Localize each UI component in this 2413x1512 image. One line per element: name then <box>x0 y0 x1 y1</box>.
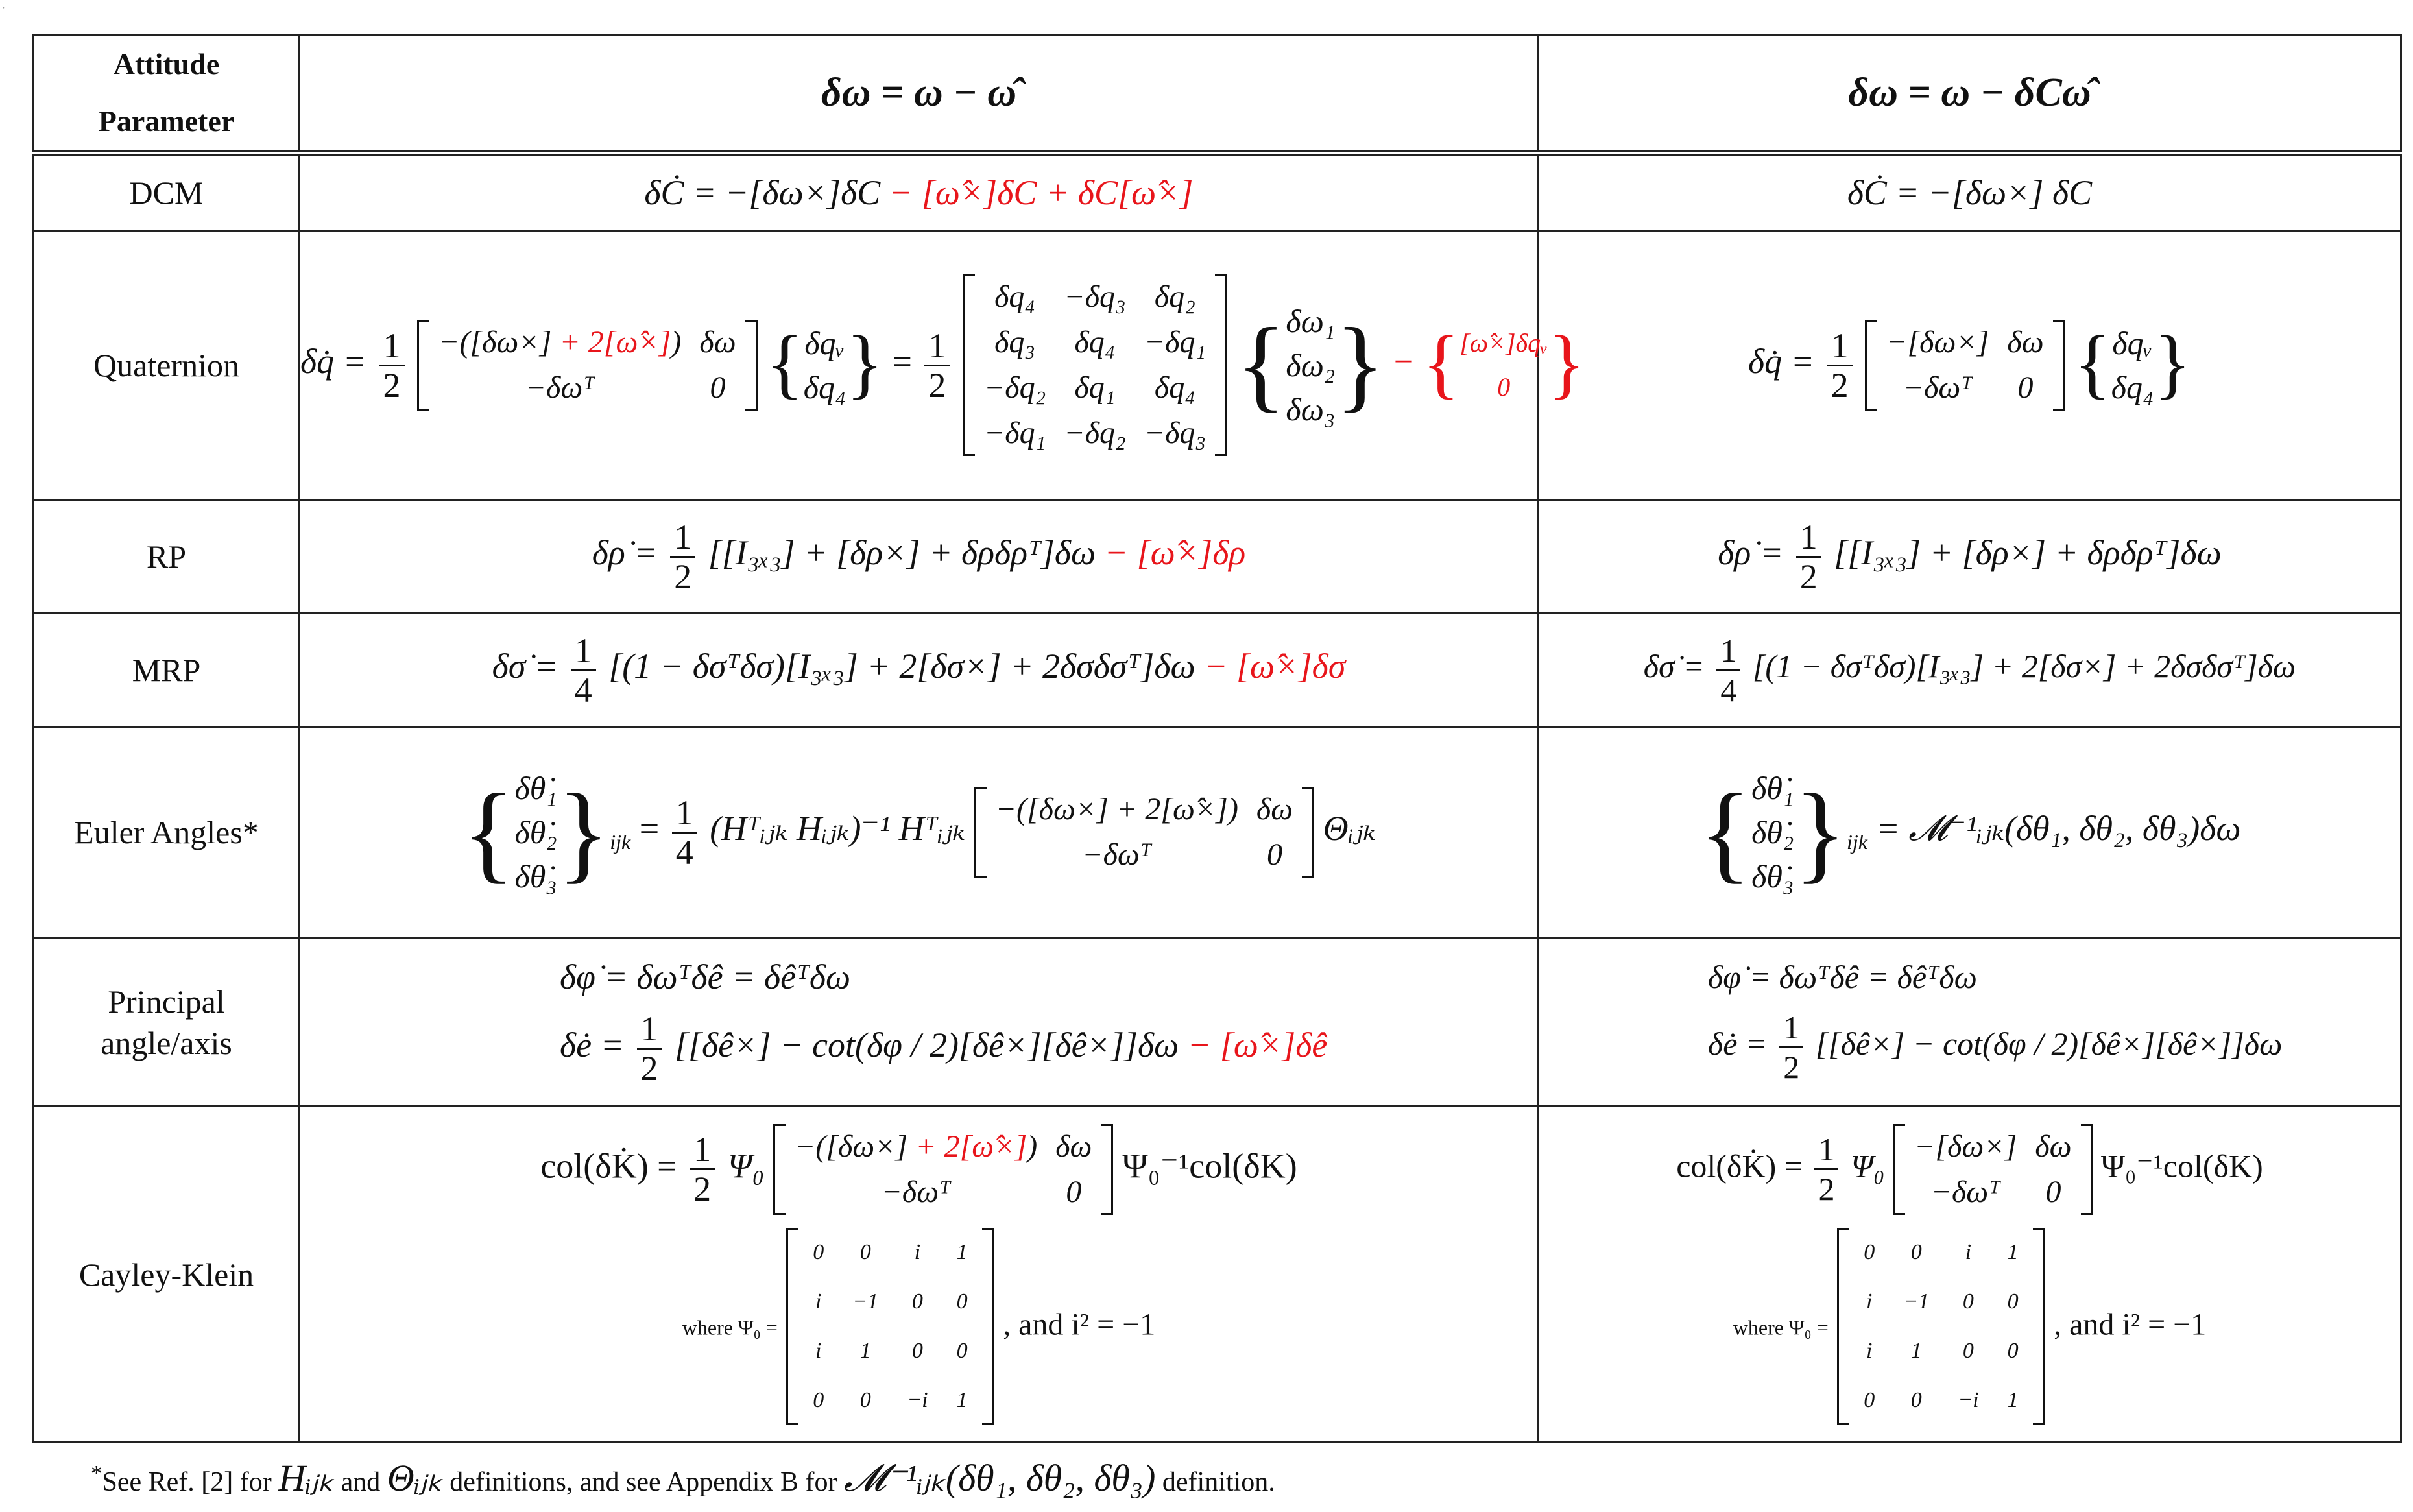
euler-eq-a: { δθ̇₁ δθ̇₂ δθ̇₃ } $_{ijk}$ = $\frac{1}{4}$ (Hᵀᵢⱼₖ Hᵢⱼₖ)⁻¹ Hᵀᵢⱼₖ −([δω×] + 2[ω̂×]) δω −δωᵀ 0 Θᵢⱼₖ <box>461 770 1376 894</box>
quat-a-m22: 0 <box>710 370 726 405</box>
header-parameter-cell <box>34 35 300 153</box>
footnote-h: Hᵢⱼₖ <box>278 1457 335 1499</box>
row-rp <box>34 500 2401 614</box>
cayley-where-b: where Ψ₀ = 0 0 i 1 i −1 0 0 i 1 0 0 0 0 −i 1 , and i² = −1 <box>1733 1228 2207 1425</box>
quat-a-matrix <box>417 320 758 411</box>
quat-a-lhs: δq̇ = <box>300 342 367 381</box>
header-col-b <box>1539 35 2401 153</box>
row-quaternion <box>34 231 2401 500</box>
rp-eq-a: δρ̇ = $\frac{1}{2}$ [[I₃ₓ₃] + [δρ×] + δρδρᵀ]δω − [ω̂×]δρ <box>592 517 1246 596</box>
frac-den: 2 <box>383 365 401 405</box>
dcm-eq-b: δĊ = −[δω×] δC <box>1847 173 2093 212</box>
footnote-star: * <box>91 1461 102 1486</box>
rp-eq-a-red-term: − [ω̂×]δρ <box>1096 533 1246 573</box>
quaternion-eq-b: δq̇ = $\frac{1}{2}$ −[δω×] δω −δωᵀ 0 { δqᵥ δq₄ } <box>1748 342 2191 381</box>
quaternion-eq-a: δq̇ = $\frac{1}{2}$ −([δω×] + 2[ω̂×]) δω −δωᵀ 0 { δqᵥ δq₄ } = $\frac{1}{2}$ δq₄ −δq₃ δq₂ δq₃ δq₄ −δq₁ −δq₂ δq₁ δq₄ −δq₁ −δq₂ −δq₃ { δω₁ δω₂ δω₃ } − { [ω̂×]δqᵥ 0 } <box>300 342 1585 381</box>
quat-a-red-vec: { [ω̂×]δqᵥ 0 } <box>1422 320 1585 406</box>
dcm-eq-a-main: δĊ = −[δω×]δC <box>644 173 881 212</box>
row-label-rp: RP <box>146 538 187 575</box>
row-label-principal-1: Principal <box>108 983 225 1020</box>
quat-a-half <box>379 327 405 404</box>
footnote-text-2: and <box>334 1467 387 1497</box>
row-label-mrp: MRP <box>132 652 201 688</box>
quat-b-vec: { δqᵥ δq₄ } <box>2074 320 2191 406</box>
row-label-quaternion: Quaternion <box>93 347 239 383</box>
quat-a-half-2: $\frac{1}{2}$ <box>924 327 950 404</box>
footnote-text-4: definition. <box>1155 1467 1275 1497</box>
header-col-b-equation: δω = ω − δCω̂ <box>1848 70 2091 115</box>
frac-num: 1 <box>379 327 405 366</box>
dcm-eq-a <box>644 173 1193 212</box>
euler-eq-b: { δθ̇₁ δθ̇₂ δθ̇₃ } $_{ijk}$ = 𝓜⁻¹ᵢⱼₖ(δθ₁, δθ₂, δθ₃)δω <box>1698 770 2241 894</box>
quat-a-m21: −δωᵀ <box>525 370 595 405</box>
row-euler-angles <box>34 727 2401 938</box>
principal-a-line1: δφ̇ = δωᵀδê = δêᵀδω <box>560 957 851 996</box>
row-label-principal-2: angle/axis <box>101 1024 232 1061</box>
row-label-dcm: DCM <box>129 174 204 211</box>
quat-a-m11: −([δω×] + 2[ω̂×]) <box>438 325 682 359</box>
rp-eq-b: δρ̇ = $\frac{1}{2}$ [[I₃ₓ₃] + [δρ×] + δρδρᵀ]δω <box>1718 517 2222 596</box>
row-principal-angle-axis <box>34 938 2401 1107</box>
footnote-theta: Θᵢⱼₖ <box>387 1457 443 1499</box>
principal-b-line2: δė = $\frac{1}{2}$ [[δê×] − cot(δφ / 2)[δê×][δê×]]δω <box>1708 1009 2283 1085</box>
mrp-eq-b: δσ̇ = $\frac{1}{4}$ [(1 − δσᵀδσ)[I₃ₓ₃] + 2[δσ×] + 2δσδσᵀ]δω <box>1643 632 2296 708</box>
header-param-line1: Attitude <box>113 47 220 80</box>
principal-b-line1: δφ̇ = δωᵀδê = δêᵀδω <box>1708 959 1977 995</box>
cayley-eq-a: col(δK̇) = $\frac{1}{2}$ Ψ₀ −([δω×] + 2[ω̂×]) δω −δωᵀ 0 Ψ₀⁻¹col(δK) <box>540 1124 1297 1215</box>
quat-a-vec-0: δqᵥ <box>804 325 845 361</box>
attitude-kinematics-table <box>32 34 2402 1443</box>
header-param-line2: Parameter <box>98 104 235 138</box>
quat-a-vec-1: δq₄ <box>803 369 846 405</box>
row-label-cayley: Cayley-Klein <box>78 1256 254 1293</box>
cayley-where-a: where Ψ₀ = 0 0 i 1 i −1 0 0 i 1 0 0 0 0 −i 1 , and i² = −1 <box>682 1228 1156 1425</box>
footnote-text-3: definitions, and see Appendix B for <box>442 1467 844 1497</box>
footnote-text-1: See Ref. [2] for <box>102 1467 279 1497</box>
footnote-m: 𝓜⁻¹ᵢⱼₖ(δθ₁, δθ₂, δθ₃) <box>843 1457 1156 1499</box>
cayley-eq-b: col(δK̇) = $\frac{1}{2}$ Ψ₀ −[δω×] δω −δωᵀ 0 Ψ₀⁻¹col(δK) <box>1676 1124 2263 1215</box>
row-dcm <box>34 153 2401 231</box>
row-label-euler: Euler Angles* <box>74 814 259 850</box>
corner-mark: · <box>1 1 6 16</box>
mrp-eq-a-red-term: − [ω̂×]δσ <box>1195 647 1346 686</box>
quat-b-matrix: −[δω×] δω −δωᵀ 0 <box>1865 320 2065 411</box>
principal-a-line2: δė = $\frac{1}{2}$ [[δê×] − cot(δφ / 2)[δê×][δê×]]δω − [ω̂×]δê <box>560 1009 1328 1088</box>
quat-a-m12: δω <box>699 325 736 359</box>
header-col-a <box>300 35 1539 153</box>
dcm-eq-a-red-term: − [ω̂×]δC + δC[ω̂×] <box>880 173 1194 212</box>
quat-a-big-matrix: δq₄ −δq₃ δq₂ δq₃ δq₄ −δq₁ −δq₂ δq₁ δq₄ −δq₁ −δq₂ −δq₃ <box>963 274 1227 456</box>
table-footnote <box>91 1456 1275 1500</box>
quat-a-omega-vec: { δω₁ δω₂ δω₃ } <box>1236 303 1386 427</box>
row-cayley-klein <box>34 1107 2401 1443</box>
row-mrp <box>34 614 2401 727</box>
mrp-eq-a: δσ̇ = $\frac{1}{4}$ [(1 − δσᵀδσ)[I₃ₓ₃] + 2[δσ×] + 2δσδσᵀ]δω − [ω̂×]δσ <box>492 630 1346 710</box>
euler-a-matrix: −([δω×] + 2[ω̂×]) δω −δωᵀ 0 <box>974 787 1315 878</box>
quat-a-vec: { δqᵥ δq₄ } <box>766 321 883 409</box>
header-col-a-equation: δω = ω − ω̂ <box>821 70 1017 115</box>
